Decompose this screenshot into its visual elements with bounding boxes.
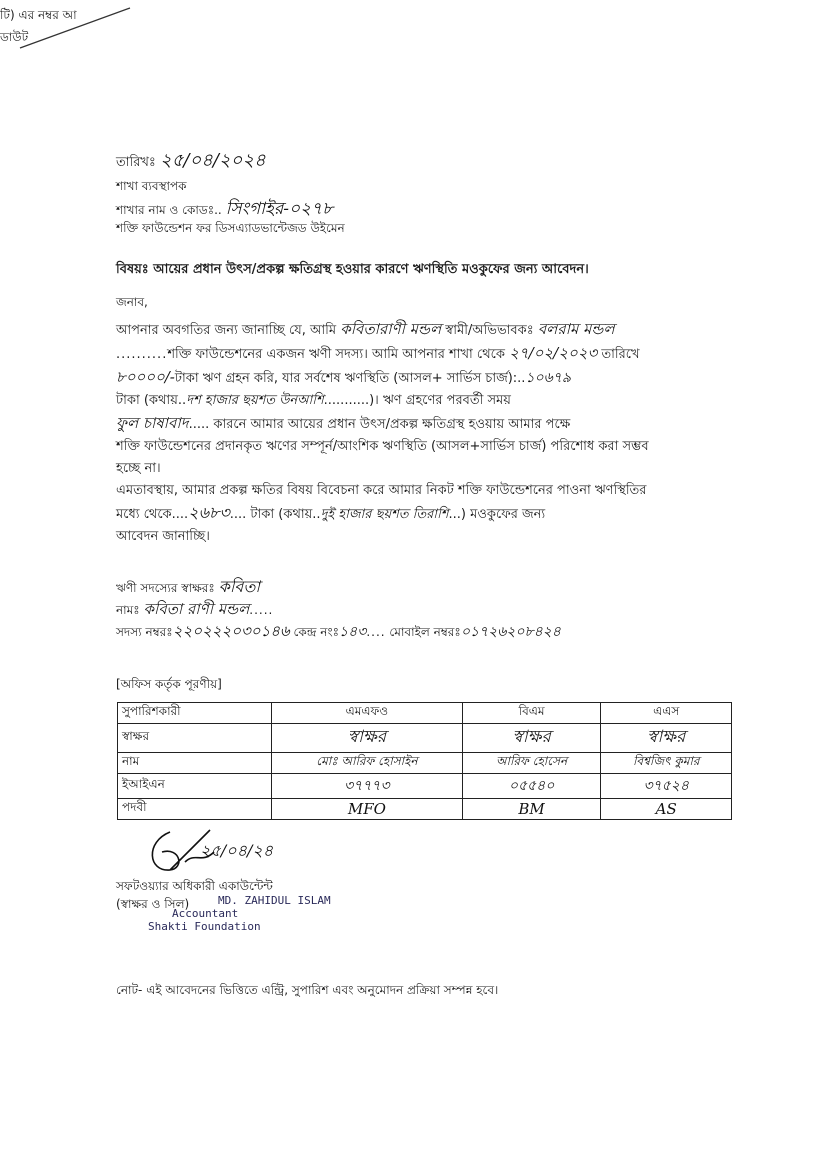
corner-line-1: টি) এর নম্বর আ: [0, 8, 77, 22]
name-mfo: মোঃ আরিফ হোসাইন: [272, 753, 463, 774]
table-header-cell: এমএফও: [272, 703, 463, 724]
center-value: ১৪৩: [339, 624, 367, 640]
designation-bm: BM: [462, 799, 601, 820]
signature-mfo: স্বাক্ষর: [272, 724, 463, 753]
member-sign-value: কবিতা: [218, 577, 260, 596]
row-label: নাম: [118, 753, 272, 774]
ein-bm: ০৫৫৪০: [462, 774, 601, 799]
para2-text-4: ...) মওকুফের জন্য: [448, 507, 546, 522]
para1-text-5: টাকা ঋণ গ্রহন করি, যার সর্বশেষ ঋণস্থিতি (আসল+ সার্ভিস চার্জ):..: [174, 371, 526, 386]
row-label: পদবী: [118, 799, 272, 820]
para2-text-5: আবেদন জানাচ্ছি।: [116, 529, 210, 544]
table-row: [118, 753, 732, 774]
para2-text-1: এমতাবস্থায়, আমার প্রকল্প ক্ষতির বিষয় বিবেচনা করে আমার নিকট শক্তি ফাউন্ডেশনের পাওনা ঋণস্থিতির: [116, 483, 647, 498]
para1-text-10: হচ্ছে না।: [116, 461, 161, 476]
accountant-line-1: সফটওয়্যার অধিকারী একাউন্টেন্ট: [116, 879, 273, 893]
loan-amount: ৮০০০০/-: [116, 368, 175, 386]
signature-as: স্বাক্ষর: [601, 724, 732, 753]
para1-text-2: স্বামী/অভিভাবকঃ: [441, 323, 538, 338]
accountant-stamp: [148, 894, 331, 933]
center-label: কেন্দ্র নংঃ: [293, 625, 340, 639]
para1-text-7: ...........)। ঋণ গ্রহণের পরবর্তী সময়: [323, 393, 511, 408]
designation-mfo: MFO: [272, 799, 463, 820]
mobile-value: ০১৭২৬২০৮৪২৪: [460, 624, 561, 640]
para2-text-2: মধ্যে থেকে....: [116, 507, 189, 522]
date-label: তারিখঃ: [116, 155, 156, 170]
table-header-cell: সুপারিশকারী: [118, 703, 272, 724]
ein-as: ৩৭৫২৪: [601, 774, 732, 799]
name-bm: আরিফ হোসেন: [462, 753, 601, 774]
salutation: জনাব,: [116, 295, 148, 309]
date-line: [116, 146, 266, 177]
table-header-row: [118, 703, 732, 724]
footer-note: নোট- এই আবেদনের ভিত্তিতে এন্ট্রি, সুপারিশ এবং অনুমোদন প্রক্রিয়া সম্পন্ন হবে।: [116, 983, 499, 997]
stamp-name: MD. ZAHIDUL ISLAM: [218, 894, 331, 907]
subject: বিষয়ঃ আয়ের প্রধান উৎস/প্রকল্প ক্ষতিগ্রস্থ হওয়ার কারণে ঋণস্থিতি মওকুফের জন্য আবেদন।: [116, 262, 589, 277]
member-id-line: সদস্য নম্বরঃ২২০২২২০৩০১৪৬ কেন্দ্র নংঃ১৪৩.... মোবাইল নম্বরঃ০১৭২৬২০৮৪২৪: [116, 622, 561, 640]
para1-text-1: আপনার অবগতির জন্য জানাচ্ছি যে, আমি: [116, 323, 341, 338]
waive-in-words: দুই হাজার ছয়শত তিরাশি: [320, 507, 449, 522]
branch-label: শাখার নাম ও কোডঃ..: [116, 203, 222, 217]
date-value: ২৫/০৪/২০২৪: [160, 150, 266, 171]
signature-bm: স্বাক্ষর: [462, 724, 601, 753]
table-row: [118, 799, 732, 820]
para1-text-9: শক্তি ফাউন্ডেশনের প্রদানকৃত ঋণের সম্পূর্ন/আংশিক ঋণস্থিতি (আসল+সার্ভিস চার্জ) পরিশোধ করা সম্ভব: [116, 439, 649, 454]
para1-text-8: ..... কারনে আমার আয়ের প্রধান উৎস/প্রকল্প ক্ষতিগ্রস্থ হওয়ায় আমার পক্ষে: [188, 417, 571, 432]
damage-reason: ফুল চাষাবাদ: [116, 414, 189, 432]
mobile-label: মোবাইল নম্বরঃ: [389, 625, 461, 639]
ein-mfo: ৩৭৭৭৩: [272, 774, 463, 799]
branch-value: সিংগাইর-০২৭৮: [225, 199, 334, 219]
row-label: স্বাক্ষর: [118, 724, 272, 753]
designation-as: AS: [601, 799, 732, 820]
waive-amount: ২৬৮৩: [188, 503, 230, 522]
outstanding-balance: ১০৬৭৯: [525, 370, 571, 386]
para1-text-6: টাকা (কথায়..: [116, 393, 187, 408]
corner-stroke: [0, 0, 140, 60]
member-name-line: নামঃ কবিতা রাণী মন্ডল.....: [116, 600, 274, 618]
para1-text-3: শক্তি ফাউন্ডেশনের একজন ঋণী সদস্য। আমি আপনার শাখা থেকে: [167, 347, 510, 362]
para1-text-4: তারিখে: [597, 347, 640, 362]
row-label: ইআইএন: [118, 774, 272, 799]
paragraph-1: আপনার অবগতির জন্য জানাচ্ছি যে, আমি কবিতারাণী মন্ডল স্বামী/অভিভাবকঃ বলরাম মন্ডল ..........শক্তি ফাউন্ডেশনের একজন ঋণী সদস্য। আমি আপনার শাখা থেকে ২৭/০২/২০২৩ তারিখে ৮০০০০/-টাকা ঋণ গ্রহন করি, যার সর্বশেষ ঋণস্থিতি (আসল+ সার্ভিস চার্জ):..১০৬৭৯ টাকা (কথায়..দশ হাজার ছয়শত উনআশি...........)। ঋণ গ্রহণের পরবর্তী সময় ফুল চাষাবাদ..... কারনে আমার আয়ের প্রধান উৎস/প্রকল্প ক্ষতিগ্রস্থ হওয়ায় আমার পক্ষে শক্তি ফাউন্ডেশনের প্রদানকৃত ঋণের সম্পূর্ন/আংশিক ঋণস্থিতি (আসল+সার্ভিস চার্জ) পরিশোধ করা সম্ভব হচ্ছে না।: [116, 318, 736, 480]
name-as: বিশ্বজিৎ কুমার: [601, 753, 732, 774]
member-id-label: সদস্য নম্বরঃ: [116, 625, 173, 639]
addressee-line-1: শাখা ব্যবস্থাপক: [116, 179, 187, 193]
para2-text-3: .... টাকা (কথায়..: [229, 507, 321, 522]
table-row: [118, 724, 732, 753]
addressee-line-3: শক্তি ফাউন্ডেশন ফর ডিসএ্যাডভান্টেজড উইমেন: [116, 221, 345, 235]
table-header-cell: বিএম: [462, 703, 601, 724]
stamp-title: Accountant: [172, 907, 239, 920]
member-sign-label: ঋণী সদস্যের স্বাক্ষরঃ: [116, 581, 215, 595]
office-note: [অফিস কর্তৃক পূরণীয়]: [116, 677, 222, 691]
applicant-name: কবিতারাণী মন্ডল: [340, 320, 442, 338]
table-row: [118, 774, 732, 799]
loan-date: ২৭/০২/২০২৩: [509, 344, 598, 362]
paragraph-2: [116, 480, 736, 548]
table-header-cell: এএস: [601, 703, 732, 724]
stamp-org: Shakti Foundation: [148, 920, 261, 933]
corner-line-2: ডাউট: [0, 30, 29, 44]
recommendation-table: [117, 702, 732, 820]
guardian-name: বলরাম মন্ডল: [537, 320, 615, 338]
accountant-signature-date: ২৫/০৪/২৪: [200, 841, 274, 860]
member-name-value: কবিতা রাণী মন্ডল: [143, 600, 250, 618]
member-signature-line: [116, 574, 260, 601]
balance-in-words: দশ হাজার ছয়শত উনআশি: [186, 393, 324, 408]
member-id-value: ২২০২২২০৩০১৪৬: [172, 622, 290, 640]
accountant-line-2: (স্বাক্ষর ও সিল): [116, 897, 190, 911]
member-name-label: নামঃ: [116, 603, 140, 617]
